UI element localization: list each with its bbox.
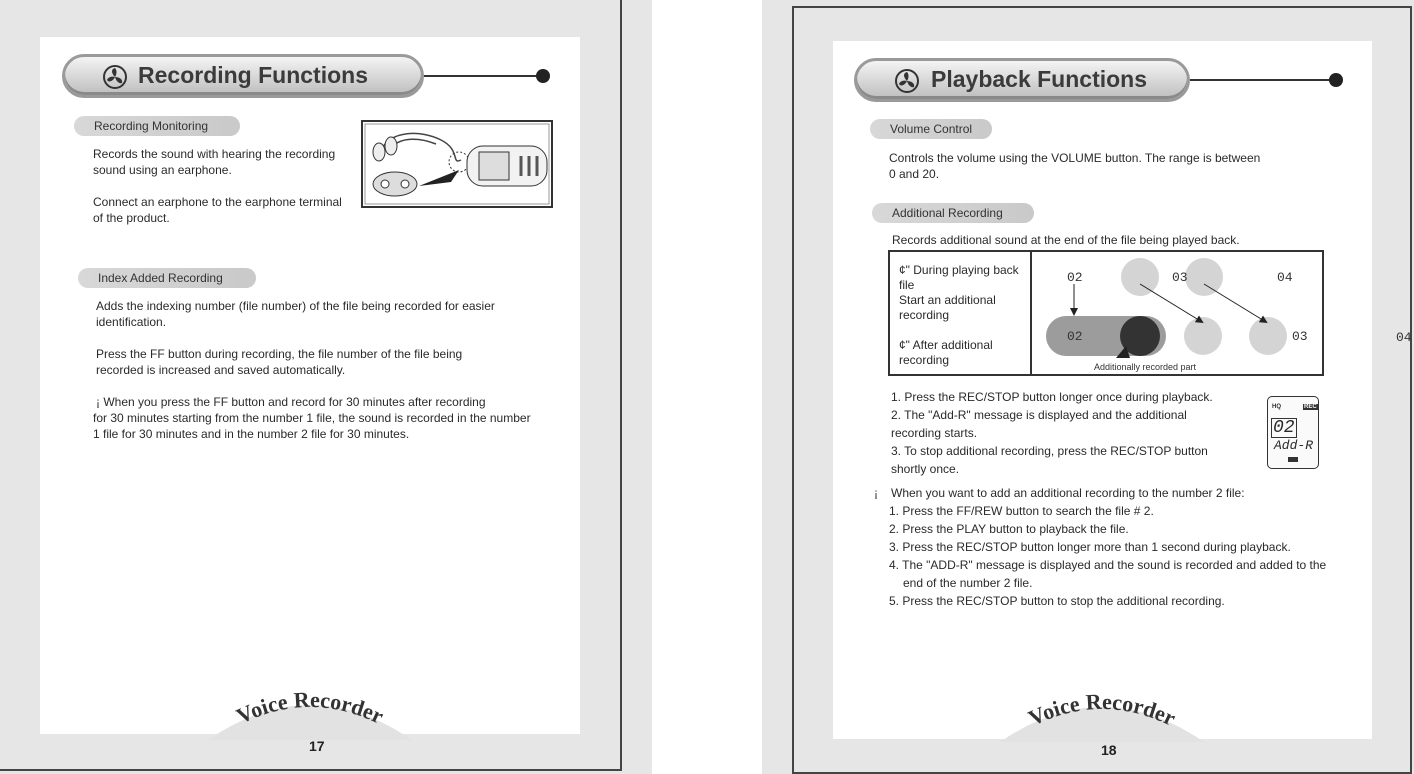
additional-intro: Records additional sound at the end of the file being played back.	[892, 233, 1240, 247]
top-file-number: 02	[1067, 270, 1083, 285]
bottom-file-number: 02	[1067, 329, 1083, 344]
top-file-number: 03	[1172, 270, 1188, 285]
margin-number: 04	[1396, 330, 1412, 345]
additional-recording-heading: Additional Recording	[872, 203, 1034, 223]
left-page-number: 17	[309, 738, 325, 754]
fan-icon	[102, 64, 128, 90]
left-footer-arc-text: Voice Recorder	[232, 686, 388, 729]
diagram-caption: Additionally recorded part	[1094, 362, 1197, 372]
index-added-recording-heading: Index Added Recording	[78, 268, 256, 288]
lcd-hq: HQ	[1272, 404, 1281, 410]
volume-control-heading: Volume Control	[870, 119, 992, 139]
volume-text: Controls the volume using the VOLUME button. The range is between 0 and 20.	[889, 151, 1261, 181]
left-page-title: Recording Functions	[138, 62, 368, 88]
monitoring-text: Records the sound with hearing the recording sound using an earphone. Connect an earphone to the earphone terminal of the product.	[93, 147, 342, 225]
earphone-illustration	[361, 120, 553, 208]
left-title-dot	[536, 69, 550, 83]
fan-icon	[894, 68, 920, 94]
lcd-battery-icon	[1288, 457, 1298, 462]
note-steps: When you want to add an additional recording to the number 2 file: 1. Press the FF/REW button to search the file # 2. 2. Press the PLAY button to playback the file. 3. Press the REC/STOP button longer more than 1 second during playback. 4. The "ADD-R" message is displayed and the sound is recorded and added to the end of the number 2 file. 5. Press the REC/STOP button to stop the additional recording.	[889, 486, 1327, 608]
right-page-number: 18	[1101, 742, 1117, 758]
right-footer-arc-text: Voice Recorder	[1024, 688, 1180, 731]
right-page-title: Playback Functions	[931, 66, 1148, 92]
right-title-dot	[1329, 73, 1343, 87]
right-footer-arc	[992, 686, 1212, 742]
diagram-arrows	[1030, 250, 1324, 376]
diagram-labels: ¢" During playing back file Start an additional recording ¢" After additional recording	[899, 263, 1019, 367]
additional-steps: 1. Press the REC/STOP button longer once during playback. 2. The "Add-R" message is displayed and the additional recording starts. 3. To stop additional recording, press the REC/STOP button shortly once.	[891, 390, 1213, 476]
bottom-file-number: 03	[1292, 329, 1308, 344]
recording-monitoring-heading: Recording Monitoring	[74, 116, 240, 136]
left-footer-arc	[200, 684, 420, 740]
left-title-line	[424, 75, 540, 77]
lcd-message: Add-R	[1274, 438, 1314, 453]
note-mark: ¡	[874, 486, 878, 500]
index-text: Adds the indexing number (file number) of the file being recorded for easier identification. Press the FF button during recording, the file number of the file being recorded is increased and saved automatically. ¡ When you press the FF button and record for 30 minutes after recording for 30 minutes starting from the number 1 file, the sound is recorded in the number 1 file for 30 minutes and in the number 2 file for 30 minutes.	[93, 299, 531, 441]
lcd-number: 02	[1273, 418, 1295, 438]
top-file-number: 04	[1277, 270, 1293, 285]
lcd-rec: REC	[1304, 404, 1317, 410]
right-title-line	[1190, 79, 1334, 81]
